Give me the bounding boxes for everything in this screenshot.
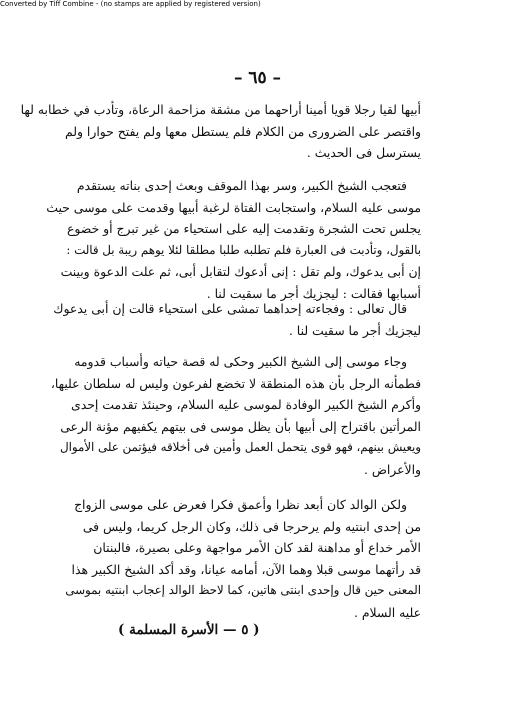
text-line: يسترسل فى الحديث . [306,145,421,160]
text-line: موسى عليه السلام، واستجابت الفتاة لرغبة أبيها وقدمت على موسى حيث [46,199,421,215]
text-line: إن أبى يدعوك، ولم تقل : إنى أدعوك لتقابل أبى، ثم علت الدعوة وبينت [60,264,421,279]
text-line: بالقول، وتأدبت فى العبارة فلم تطلبه طلبا مطلقا لئلا يوهم ريبة بل قالت : [66,242,421,257]
text-line: وجاء موسى إلى الشيخ الكبير وحكى له قصة حياته وأسباب قدومه [74,354,407,369]
text-line: قد رأتهما موسى قبلا وهما الآن، أمامه عيانا، وقد أكد الشيخ الكبير هذا [71,561,421,577]
text-line: فتعجب الشيخ الكبير، وسر بهذا الموقف وبعث إحدى بناته يستقدم [76,178,407,193]
book-signature-label: ( ٥ — الأسرة المسلمة ) [118,622,260,638]
text-line: واقتصر على الضرورى من الكلام فلم يستطل معها ولم يفتح حوارا ولم [64,123,421,139]
paragraph-1 [20,99,421,164]
text-line: الأمر خداع أو مداهنة لقد كان الأمر مواجهة وعلى بصيرة، فالبنتان [93,540,421,555]
paragraph-3 [53,298,421,341]
paragraph-5 [65,494,421,623]
paragraph-2 [46,175,421,304]
converter-banner: Converted by Tiff Combine - (no stamps are applied by registered version) [0,0,261,8]
text-line: ليجزيك أجر ما سقيت لنا . [288,322,421,338]
text-line: فطمأنه الرجل بأن هذه المنطقة لا تخضع لفرعون وليس له سلطان عليها، [50,375,421,391]
text-line: أبيها لقيا رجلا قويا أمينا أراحهما من مشقة مزاحمة الرعاة، وتأدب في خطابه لها [20,102,421,117]
text-line: المرأتين باقتراح إلى أبيها بأن يظل موسى فى بيتهم يكفيهم مؤنة الرعى [60,418,421,434]
text-line: والأعراض . [363,461,421,477]
text-line: يجلس تحت الشجرة وتقدمت إليه على استحياء من غير تبرج أو خضوع [67,221,421,236]
page-number: – ٦٥ – [233,68,282,88]
text-line: قال تعالى : وفجاءته إحداهما تمشى على استحياء قالت إن أبى يدعوك [53,301,407,316]
text-line: من إحدى ابنتيه ولم يرحرجا فى ذلك، وكان الرجل كريما، وليس فى [82,518,421,534]
text-line: وأكرم الشيخ الكبير الوفادة لموسى عليه السلام، وحينئذ تقدمت إحدى [71,397,421,412]
paragraph-4 [50,351,421,480]
text-line: ويعيش بينهم، فهو قوى يتحمل العمل وأمين فى أخلاقه فيؤتمن على الأموال [60,440,421,454]
text-line: أسبابها فقالت : ليجزيك أجر ما سقيت لنا . [206,285,421,301]
text-line: عليه السلام . [353,604,421,620]
text-line: ولكن الوالد كان أبعد نظرا وأعمق فكرا فعرض على موسى الزواج [74,497,407,512]
text-line: المعنى حين قال وإحدى ابنتى هاتين، كما لاحظ الوالد إعجاب ابنتيه بموسى [65,583,421,597]
